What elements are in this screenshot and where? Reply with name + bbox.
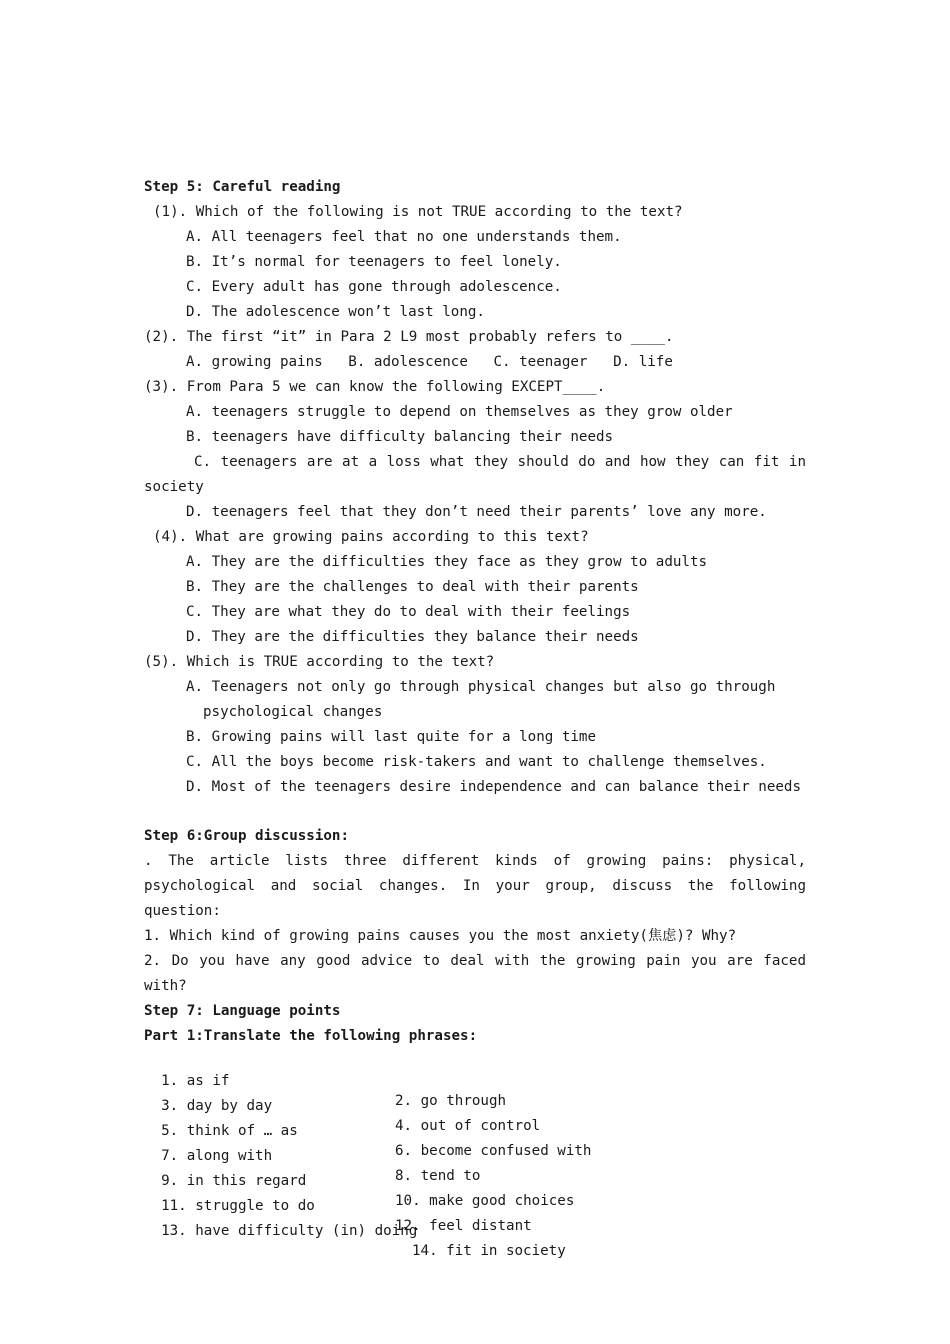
q5-option-d: D. Most of the teenagers desire independence and can balance their needs (186, 779, 801, 795)
q3-option-b: B. teenagers have difficulty balancing their needs (186, 429, 614, 445)
q5-option-c: C. All the boys become risk-takers and want to challenge themselves. (186, 754, 767, 770)
phrase-right: 10. make good choices (395, 1193, 575, 1209)
part1-heading: Part 1:Translate the following phrases: (144, 1028, 478, 1044)
step6-heading: Step 6:Group discussion: (144, 828, 349, 844)
q1-option-c: C. Every adult has gone through adolescence. (186, 279, 562, 295)
q1-stem: (1). Which of the following is not TRUE according to the text? (153, 204, 683, 220)
phrase-left: 11. struggle to do (161, 1198, 315, 1214)
q1-option-d: D. The adolescence won’t last long. (186, 304, 485, 320)
step5-heading: Step 5: Careful reading (144, 179, 341, 195)
phrase-right: 12. feel distant (395, 1218, 532, 1234)
step6-paragraph-line1: . The article lists three different kinds of growing pains: physical, (144, 853, 806, 869)
q3-option-a: A. teenagers struggle to depend on themselves as they grow older (186, 404, 733, 420)
phrase-left: 3. day by day (161, 1098, 273, 1114)
q4-stem: (4). What are growing pains according to this text? (153, 529, 589, 545)
q3-stem: (3). From Para 5 we can know the following EXCEPT____. (144, 379, 606, 395)
q5-option-a: A. Teenagers not only go through physical changes but also go through (186, 679, 776, 695)
discussion-question-2-cont: with? (144, 978, 187, 994)
q1-option-a: A. All teenagers feel that no one understands them. (186, 229, 622, 245)
q4-option-c: C. They are what they do to deal with their feelings (186, 604, 631, 620)
phrase-right: 8. tend to (395, 1168, 481, 1184)
phrase-right: 14. fit in society (412, 1243, 566, 1259)
phrase-left: 13. have difficulty (in) doing (161, 1223, 418, 1239)
q4-option-b: B. They are the challenges to deal with their parents (186, 579, 639, 595)
phrase-left: 7. along with (161, 1148, 273, 1164)
phrase-right: 2. go through (395, 1093, 507, 1109)
q3-option-c-cont: society (144, 479, 204, 495)
phrase-row (144, 1201, 806, 1261)
step6-paragraph-line2: psychological and social changes. In your group, discuss the following (144, 878, 806, 894)
step7-heading: Step 7: Language points (144, 1003, 341, 1019)
q4-option-a: A. They are the difficulties they face as they grow to adults (186, 554, 708, 570)
phrase-left: 1. as if (161, 1073, 230, 1089)
q2-options: A. growing pains B. adolescence C. teenager D. life (186, 354, 673, 370)
discussion-question-2: 2. Do you have any good advice to deal with the growing pain you are faced (144, 953, 806, 969)
step6-paragraph-line3: question: (144, 903, 221, 919)
phrase-right: 4. out of control (395, 1118, 541, 1134)
q1-option-b: B. It’s normal for teenagers to feel lonely. (186, 254, 562, 270)
phrase-left: 9. in this regard (161, 1173, 307, 1189)
phrase-right: 6. become confused with (395, 1143, 592, 1159)
q2-stem: (2). The first “it” in Para 2 L9 most probably refers to ____. (144, 329, 674, 345)
q4-option-d: D. They are the difficulties they balance their needs (186, 629, 639, 645)
q3-option-d: D. teenagers feel that they don’t need their parents’ love any more. (186, 504, 767, 520)
q5-option-b: B. Growing pains will last quite for a long time (186, 729, 596, 745)
q3-option-c: C. teenagers are at a loss what they should do and how they can fit in (194, 454, 806, 470)
discussion-question-1: 1. Which kind of growing pains causes you the most anxiety(焦虑)? Why? (144, 928, 737, 944)
q5-option-a-cont: psychological changes (203, 704, 383, 720)
q5-stem: (5). Which is TRUE according to the text? (144, 654, 495, 670)
phrase-left: 5. think of … as (161, 1123, 298, 1139)
